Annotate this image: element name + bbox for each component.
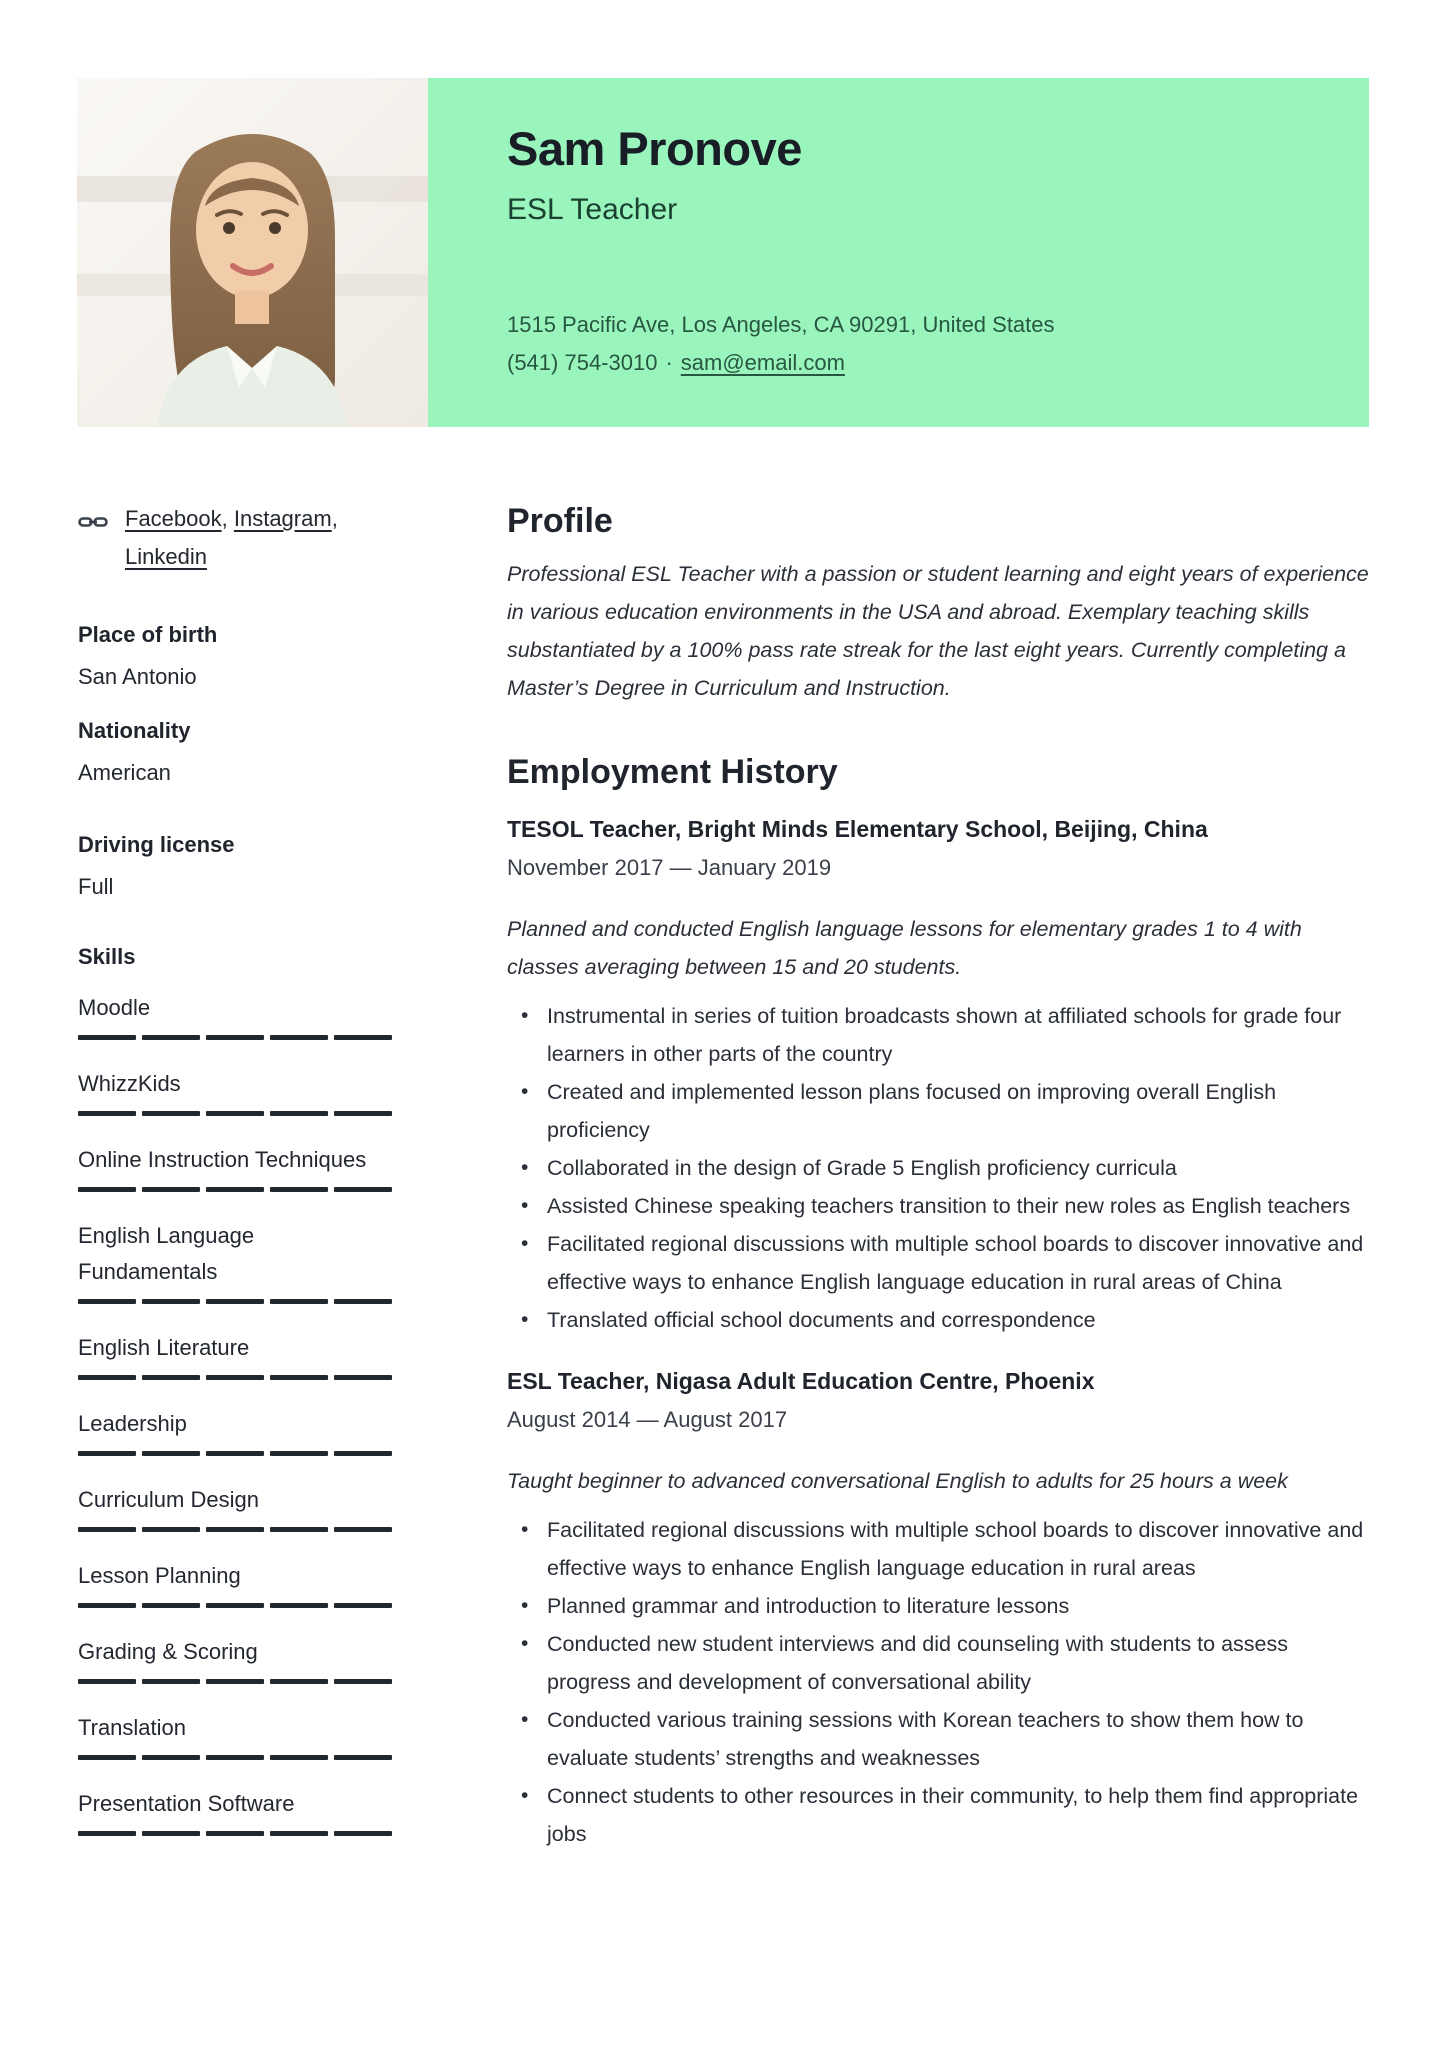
skill-rating-dash [78,1831,136,1836]
job-bullet-list [507,1511,1369,1853]
skill-name: Presentation Software [78,1791,295,1816]
detail-value: Full [78,874,114,899]
contact-info [507,306,1055,382]
skill-rating-dash [270,1603,328,1608]
skill-rating-dash [270,1035,328,1040]
skill-name: Lesson Planning [78,1563,241,1588]
skill-rating-dash [78,1187,136,1192]
profile-text: Professional ESL Teacher with a passion or student learning and eight years of experience in various education environments in the USA and abroad. Exemplary teaching skills substantiated by a 100% pass rate streak for the last eight years. Currently completing a Master’s Degree in Curriculum and Instruction. [507,562,1369,700]
main-column [507,500,1369,1880]
skill-rating-dash [334,1831,392,1836]
skill-rating-dash [78,1527,136,1532]
skill-item [78,1786,392,1836]
skill-rating-dash [334,1299,392,1304]
job-bullet: • Instrumental in series of tuition broadcasts shown at affiliated schools for grade four learners in other parts of the country [507,997,1369,1073]
skill-rating-dash [142,1679,200,1684]
skill-rating-dash [142,1603,200,1608]
skill-name: WhizzKids [78,1071,181,1096]
detail-label: Place of birth [78,622,218,647]
skill-rating-dash [78,1679,136,1684]
skill-rating-dash [270,1299,328,1304]
skills-list [78,990,392,1836]
skill-rating-dash [78,1755,136,1760]
skill-item [78,1634,392,1684]
job-entry-title: TESOL Teacher, Bright Minds Elementary School, Beijing, China [507,816,1208,842]
job-bullet: • Facilitated regional discussions with multiple school boards to discover innovative and effective ways to enhance English language education in rural areas of China [507,1225,1369,1301]
job-bullet: • Translated official school documents and correspondence [507,1301,1369,1339]
job-bullet: • Assisted Chinese speaking teachers transition to their new roles as English teachers [507,1187,1369,1225]
employment-heading: Employment History [507,753,838,791]
skill-rating-dash [78,1603,136,1608]
skill-rating-dash [206,1299,264,1304]
phone-number: (541) 754-3010 [507,350,658,375]
detail-value: San Antonio [78,664,197,689]
detail-nationality [78,716,392,788]
skill-rating-dash [78,1035,136,1040]
skill-rating-bar [78,1187,392,1192]
address-line: 1515 Pacific Ave, Los Angeles, CA 90291, United States [507,312,1055,337]
facebook-link[interactable]: Facebook [125,506,222,531]
skill-item [78,1406,392,1456]
social-links [125,500,365,576]
skill-rating-dash [142,1755,200,1760]
skill-rating-dash [206,1755,264,1760]
skill-name: Moodle [78,995,151,1020]
email-link[interactable]: sam@email.com [680,350,845,375]
skill-rating-dash [206,1679,264,1684]
detail-label: Driving license [78,832,235,857]
skill-rating-bar [78,1299,392,1304]
skill-rating-dash [142,1035,200,1040]
skill-rating-bar [78,1375,392,1380]
skill-rating-dash [78,1111,136,1116]
detail-label: Nationality [78,718,191,743]
skill-rating-dash [142,1451,200,1456]
skill-name: Online Instruction Techniques [78,1147,367,1172]
skill-item [78,990,392,1040]
job-bullet: • Collaborated in the design of Grade 5 English proficiency curricula [507,1149,1369,1187]
skill-rating-bar [78,1035,392,1040]
skill-item [78,1066,392,1116]
skill-rating-dash [206,1375,264,1380]
job-title: ESL Teacher [507,193,678,226]
skill-rating-bar [78,1603,392,1608]
skill-rating-dash [206,1831,264,1836]
job-entry-title: ESL Teacher, Nigasa Adult Education Centre, Phoenix [507,1368,1095,1394]
skill-rating-dash [78,1451,136,1456]
skill-rating-dash [206,1603,264,1608]
skill-rating-dash [270,1111,328,1116]
skill-item [78,1710,392,1760]
instagram-link[interactable]: Instagram [233,506,332,531]
skill-rating-bar [78,1831,392,1836]
skill-item [78,1482,392,1532]
linkedin-link[interactable]: Linkedin [125,544,207,569]
skills-heading: Skills [78,944,136,969]
skill-rating-dash [334,1111,392,1116]
sidebar [78,500,392,1862]
skill-rating-dash [270,1527,328,1532]
skill-rating-dash [142,1375,200,1380]
job-bullet: • Planned grammar and introduction to literature lessons [507,1587,1369,1625]
skill-rating-dash [334,1755,392,1760]
detail-value: American [78,760,171,785]
skill-rating-bar [78,1111,392,1116]
social-links-row [78,500,392,576]
skill-rating-dash [270,1831,328,1836]
skill-rating-dash [142,1299,200,1304]
skill-rating-dash [206,1035,264,1040]
skill-rating-dash [78,1375,136,1380]
job-bullet: • Conducted new student interviews and did counseling with students to assess progress and development of conversational ability [507,1625,1369,1701]
skill-rating-dash [270,1187,328,1192]
separator-dot: · [665,350,673,375]
skill-rating-dash [142,1111,200,1116]
skill-rating-dash [270,1451,328,1456]
skill-rating-dash [270,1679,328,1684]
skill-name: Leadership [78,1411,187,1436]
phone-email-line [507,344,1055,382]
skill-item [78,1218,392,1304]
detail-place-of-birth [78,620,392,692]
skill-rating-dash [206,1187,264,1192]
skill-item [78,1142,392,1192]
skill-rating-dash [206,1111,264,1116]
job-entry-dates: August 2014 — August 2017 [507,1407,788,1432]
profile-photo [77,78,428,427]
job-entry-dates: November 2017 — January 2019 [507,855,832,880]
job-bullet: • Facilitated regional discussions with multiple school boards to discover innovative and effective ways to enhance English language education in rural areas [507,1511,1369,1587]
skill-name: Grading & Scoring [78,1639,258,1664]
skill-rating-dash [142,1187,200,1192]
job-bullet-list [507,997,1369,1339]
skill-name: Curriculum Design [78,1487,259,1512]
skill-name: English Literature [78,1335,250,1360]
skill-rating-dash [334,1603,392,1608]
job-entry-summary: Planned and conducted English language lessons for elementary grades 1 to 4 with classes averaging between 15 and 20 students. [507,917,1302,979]
skill-rating-dash [334,1035,392,1040]
skill-rating-dash [334,1375,392,1380]
detail-driving-license [78,830,392,902]
skill-rating-dash [334,1527,392,1532]
job-entry [507,1366,1369,1853]
skill-rating-dash [206,1527,264,1532]
link-icon [78,500,125,536]
skill-rating-dash [270,1755,328,1760]
header-block [428,78,1369,427]
skill-name: Translation [78,1715,187,1740]
skill-rating-bar [78,1527,392,1532]
job-entry-summary: Taught beginner to advanced conversational English to adults for 25 hours a week [507,1469,1288,1493]
profile-heading: Profile [507,502,613,540]
skill-rating-bar [78,1451,392,1456]
person-name: Sam Pronove [507,122,802,175]
skill-item [78,1330,392,1380]
skill-rating-dash [78,1299,136,1304]
skill-rating-dash [334,1187,392,1192]
skill-rating-dash [206,1451,264,1456]
skill-rating-bar [78,1755,392,1760]
skill-rating-dash [270,1375,328,1380]
skill-name: English Language Fundamentals [78,1223,255,1284]
comma: , [331,506,338,531]
portrait-illustration [77,78,428,427]
job-bullet: • Created and implemented lesson plans focused on improving overall English proficiency [507,1073,1369,1149]
job-entry [507,814,1369,1339]
skill-rating-dash [334,1451,392,1456]
job-bullet: • Connect students to other resources in their community, to help them find appropriate jobs [507,1777,1369,1853]
skill-rating-bar [78,1679,392,1684]
skill-item [78,1558,392,1608]
skill-rating-dash [142,1527,200,1532]
skill-rating-dash [142,1831,200,1836]
job-bullet: • Conducted various training sessions with Korean teachers to show them how to evaluate students’ strengths and weaknesses [507,1701,1369,1777]
comma: , [221,506,234,531]
skill-rating-dash [334,1679,392,1684]
